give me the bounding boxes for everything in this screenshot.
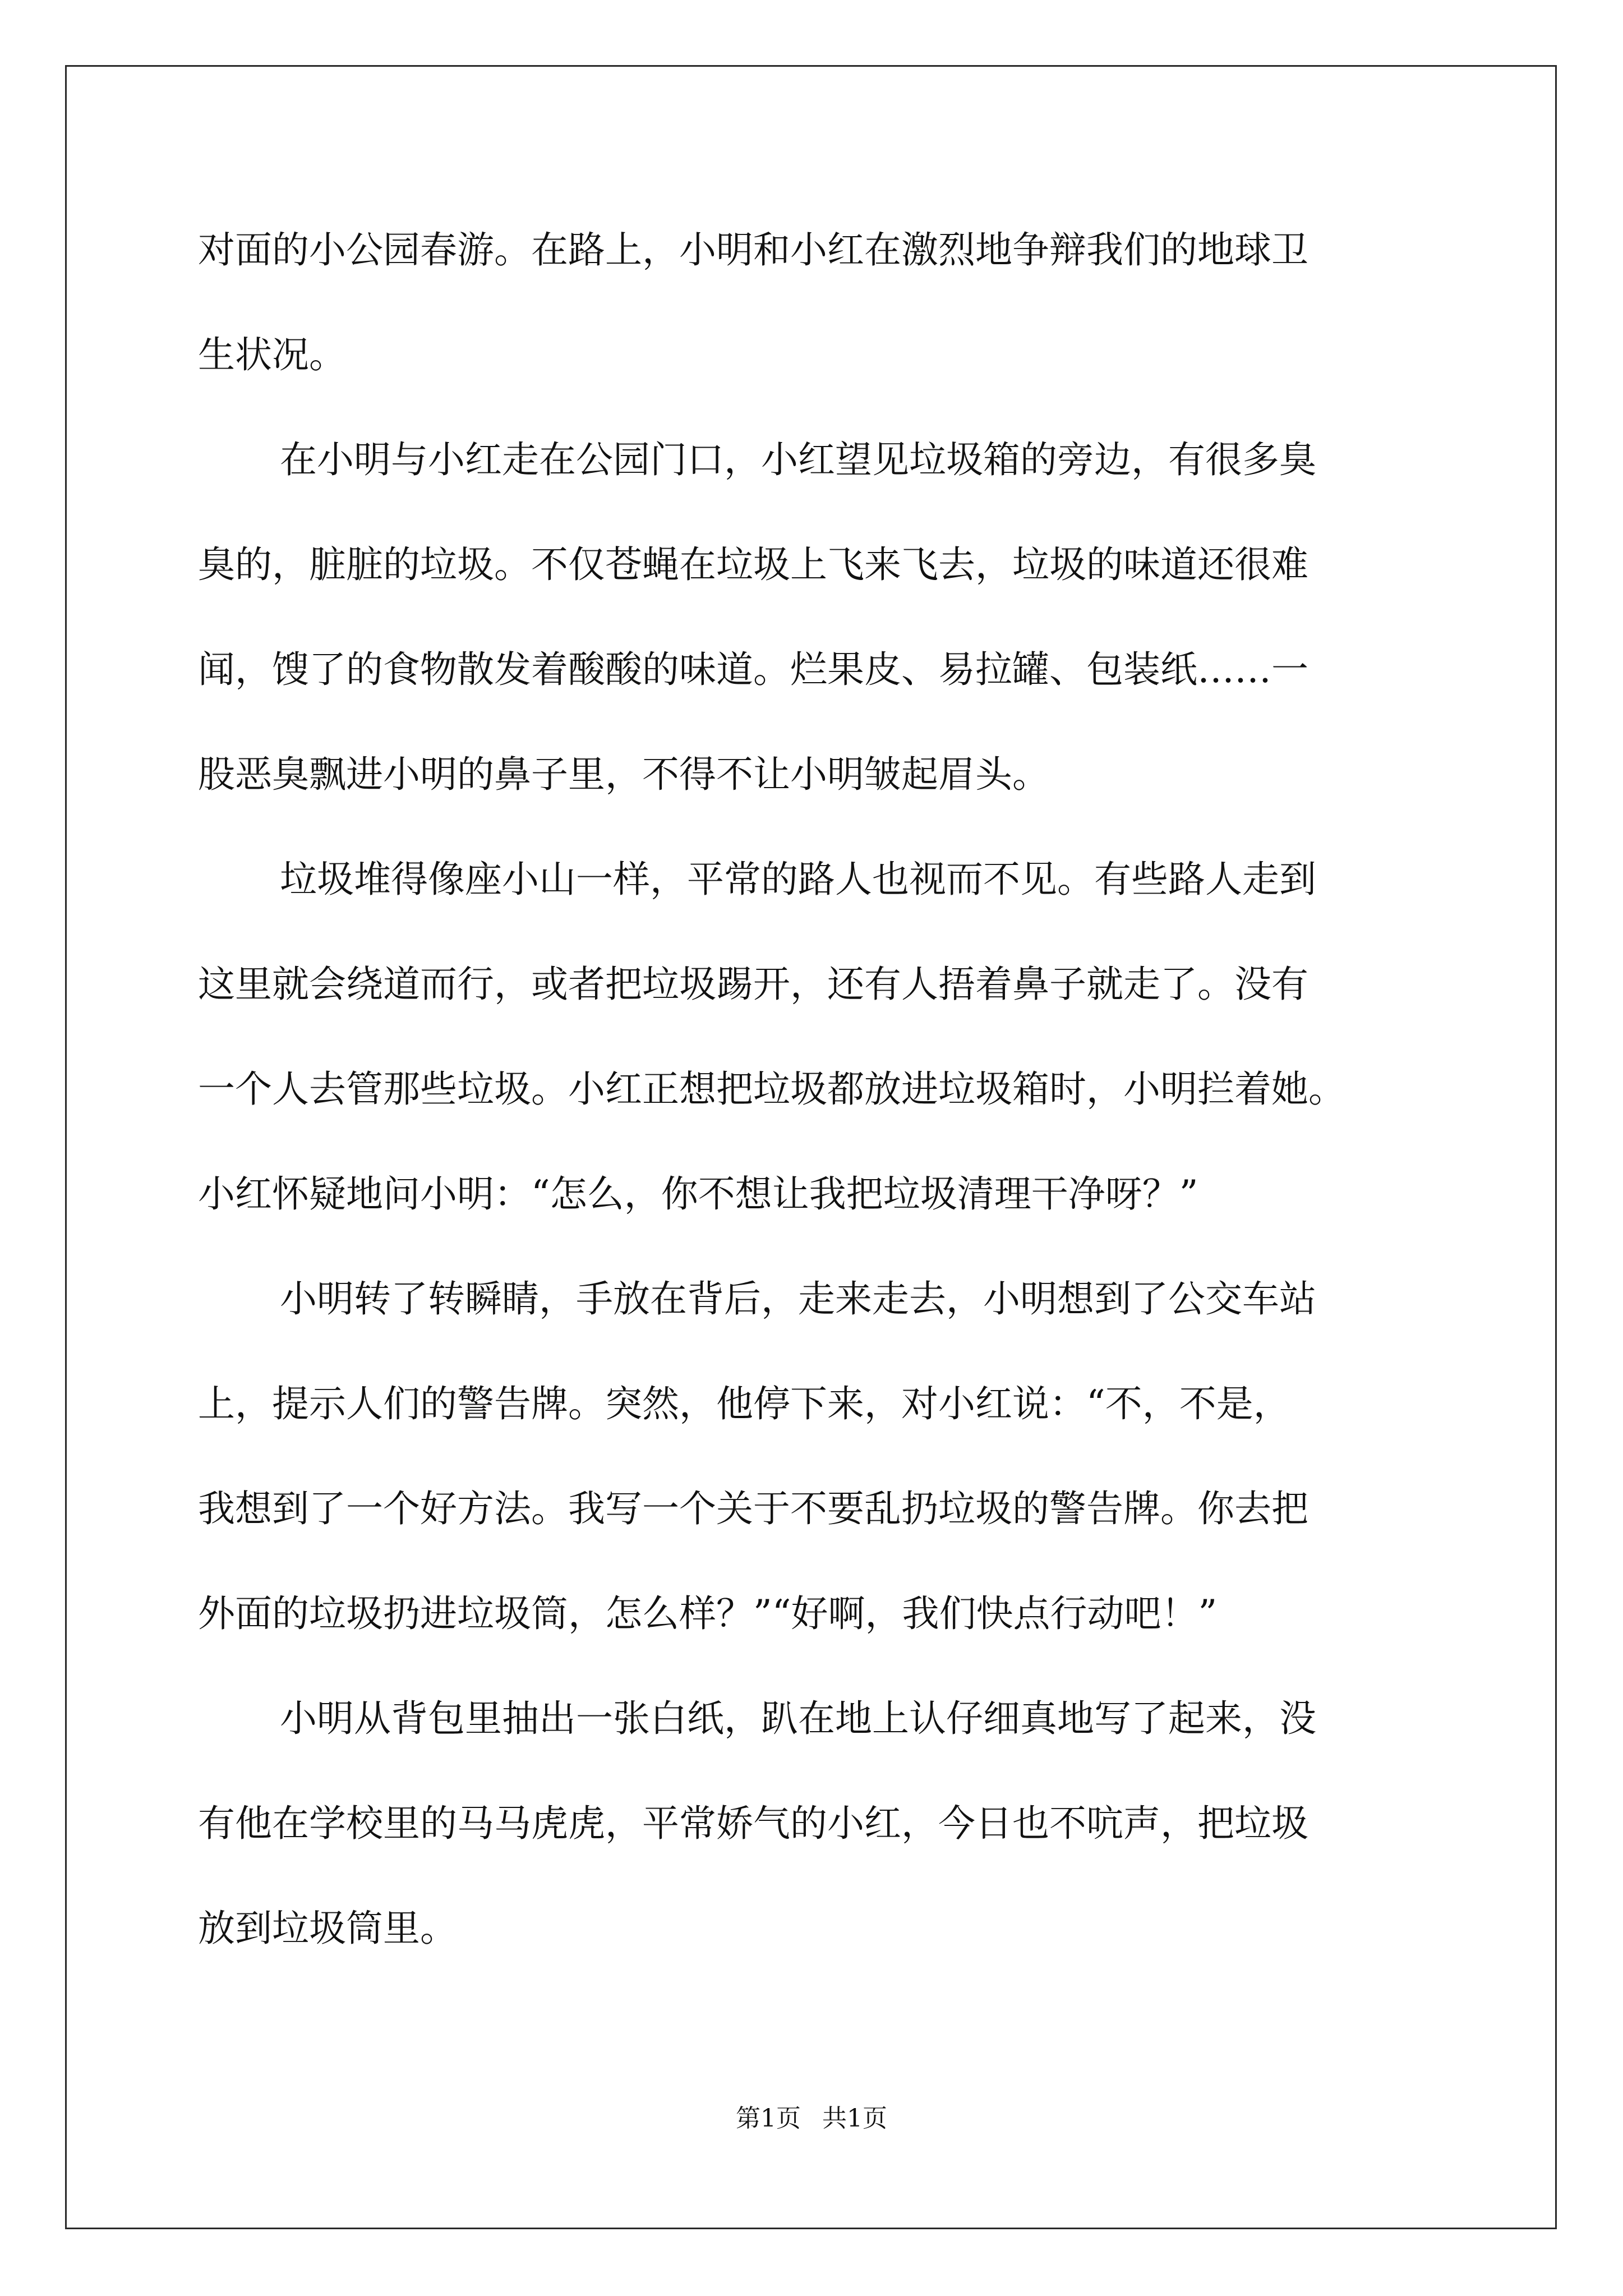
document-body [198,197,1443,1981]
text-line: 上，提示人们的警告牌。突然，他停下来，对小红说：“不，不是， [198,1382,1290,1425]
paragraph-first-line: 垃圾堆得像座小山一样，平常的路人也视而不见。有些路人走到 [280,858,1316,901]
text-line: 外面的垃圾扔进垃圾筒，怎么样？”“好啊，我们快点行动吧！” [198,1592,1218,1635]
page-footer [0,2098,1623,2134]
page-number: 第1页 [736,2104,801,2133]
text-line: 放到垃圾筒里。 [198,1907,457,1950]
text-line: 对面的小公园春游。在路上，小明和小红在激烈地争辩我们的地球卫 [198,228,1308,272]
text-line: 小红怀疑地问小明：“怎么，你不想让我把垃圾清理干净呀？” [198,1172,1198,1216]
text-line: 有他在学校里的马马虎虎，平常娇气的小红，今日也不吭声，把垃圾 [198,1802,1308,1845]
text-line: 股恶臭飘进小明的鼻子里，不得不让小明皱起眉头。 [198,753,1049,796]
text-line: 这里就会绕道而行，或者把垃圾踢开，还有人捂着鼻子就走了。没有 [198,963,1308,1006]
paragraph-first-line: 小明从背包里抽出一张白纸，趴在地上认仔细真地写了起来，没 [280,1697,1316,1740]
paragraph-first-line: 小明转了转瞬睛，手放在背后，走来走去，小明想到了公交车站 [280,1277,1316,1320]
text-line: 生状况。 [198,333,346,376]
text-line: 我想到了一个好方法。我写一个关于不要乱扔垃圾的警告牌。你去把 [198,1487,1308,1530]
text-line: 臭的，脏脏的垃圾。不仅苍蝇在垃圾上飞来飞去，垃圾的味道还很难 [198,543,1308,586]
text-line: 闻，馊了的食物散发着酸酸的味道。烂果皮、易拉罐、包装纸……一 [198,648,1308,691]
text-line: 一个人去管那些垃圾。小红正想把垃圾都放进垃圾箱时，小明拦着她。 [198,1068,1345,1111]
paragraph-first-line: 在小明与小红走在公园门口，小红望见垃圾箱的旁边，有很多臭 [280,438,1316,481]
page-total: 共1页 [822,2104,887,2133]
